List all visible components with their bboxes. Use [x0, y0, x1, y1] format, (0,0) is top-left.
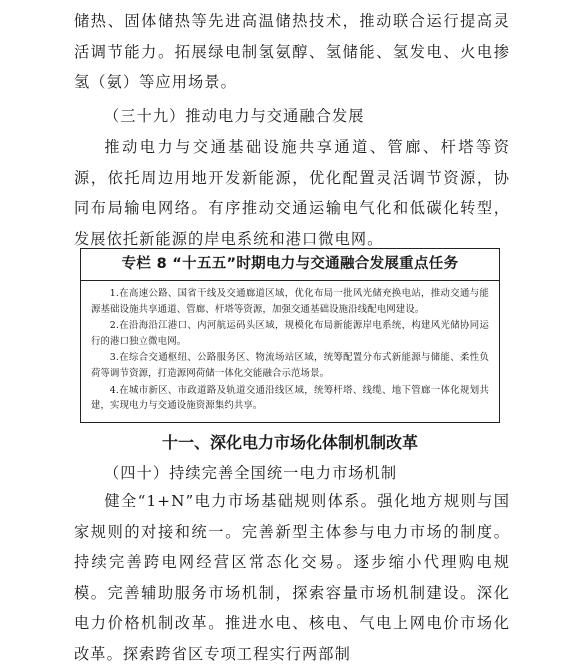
feature-box-item: 4.在城市新区、市政道路及轨道交通沿线区域，统筹杆塔、线缆、地下管廊一体化规划共建，实现电力与交通设施资源集约共享。	[91, 384, 489, 412]
feature-box-title: 专栏 8 “十五五”时期电力与交通融合发展重点任务	[81, 249, 499, 281]
feature-box-body	[81, 281, 499, 414]
section-title: 十一、深化电力市场化体制机制改革	[161, 433, 418, 452]
feature-box	[80, 248, 500, 423]
intro-paragraph: 储热、固体储热等先进高温储热技术，推动联合运行提高灵活调节能力。拓展绿电制氢氨醇、氢储能、氢发电、火电掺氢（氨）等应用场景。	[74, 12, 510, 91]
feature-box-item: 3.在综合交通枢纽、公路服务区、物流场站区域，统筹配置分布式新能源与储能、柔性负荷等调节资源，打造源网荷储一体化交能融合示范场景。	[91, 352, 489, 379]
feature-box-item: 1.在高速公路、国省干线及交通廊道区域，优化布局一批风光储充换电站，推动交通与能源基础设施共享通道、管廊、杆塔等资源，加强交通基础设施沿线配电网建设。	[91, 288, 489, 315]
subsection-heading-40: （四十）持续完善全国统一电力市场机制	[104, 464, 398, 482]
paragraph-39: 推动电力与交通基础设施共享通道、管廊、杆塔等资源，依托周边用地开发新能源，优化配置灵活调节资源，协同布局输电网络。有序推动交通运输电气化和低碳化转型，发展依托新能源的岸电系统和港口微电网。	[74, 138, 510, 248]
feature-box-item: 2.在沿海沿江港口、内河航运码头区域，规模化布局新能源岸电系统，构建风光储协同运行的港口独立微电网。	[91, 320, 489, 347]
paragraph-40: 健全“1+N”电力市场基础规则体系。强化地方规则与国家规则的对接和统一。完善新型主体参与电力市场的制度。持续完善跨电网经营区常态化交易。逐步缩小代理购电规模。完善辅助服务市场机制，探索容量市场机制建设。深化电力价格机制改革。推进水电、核电、气电上网电价市场化改革。探索跨省区专项工程实行两部制	[74, 492, 510, 663]
subsection-heading-39: （三十九）推动电力与交通融合发展	[104, 107, 365, 125]
